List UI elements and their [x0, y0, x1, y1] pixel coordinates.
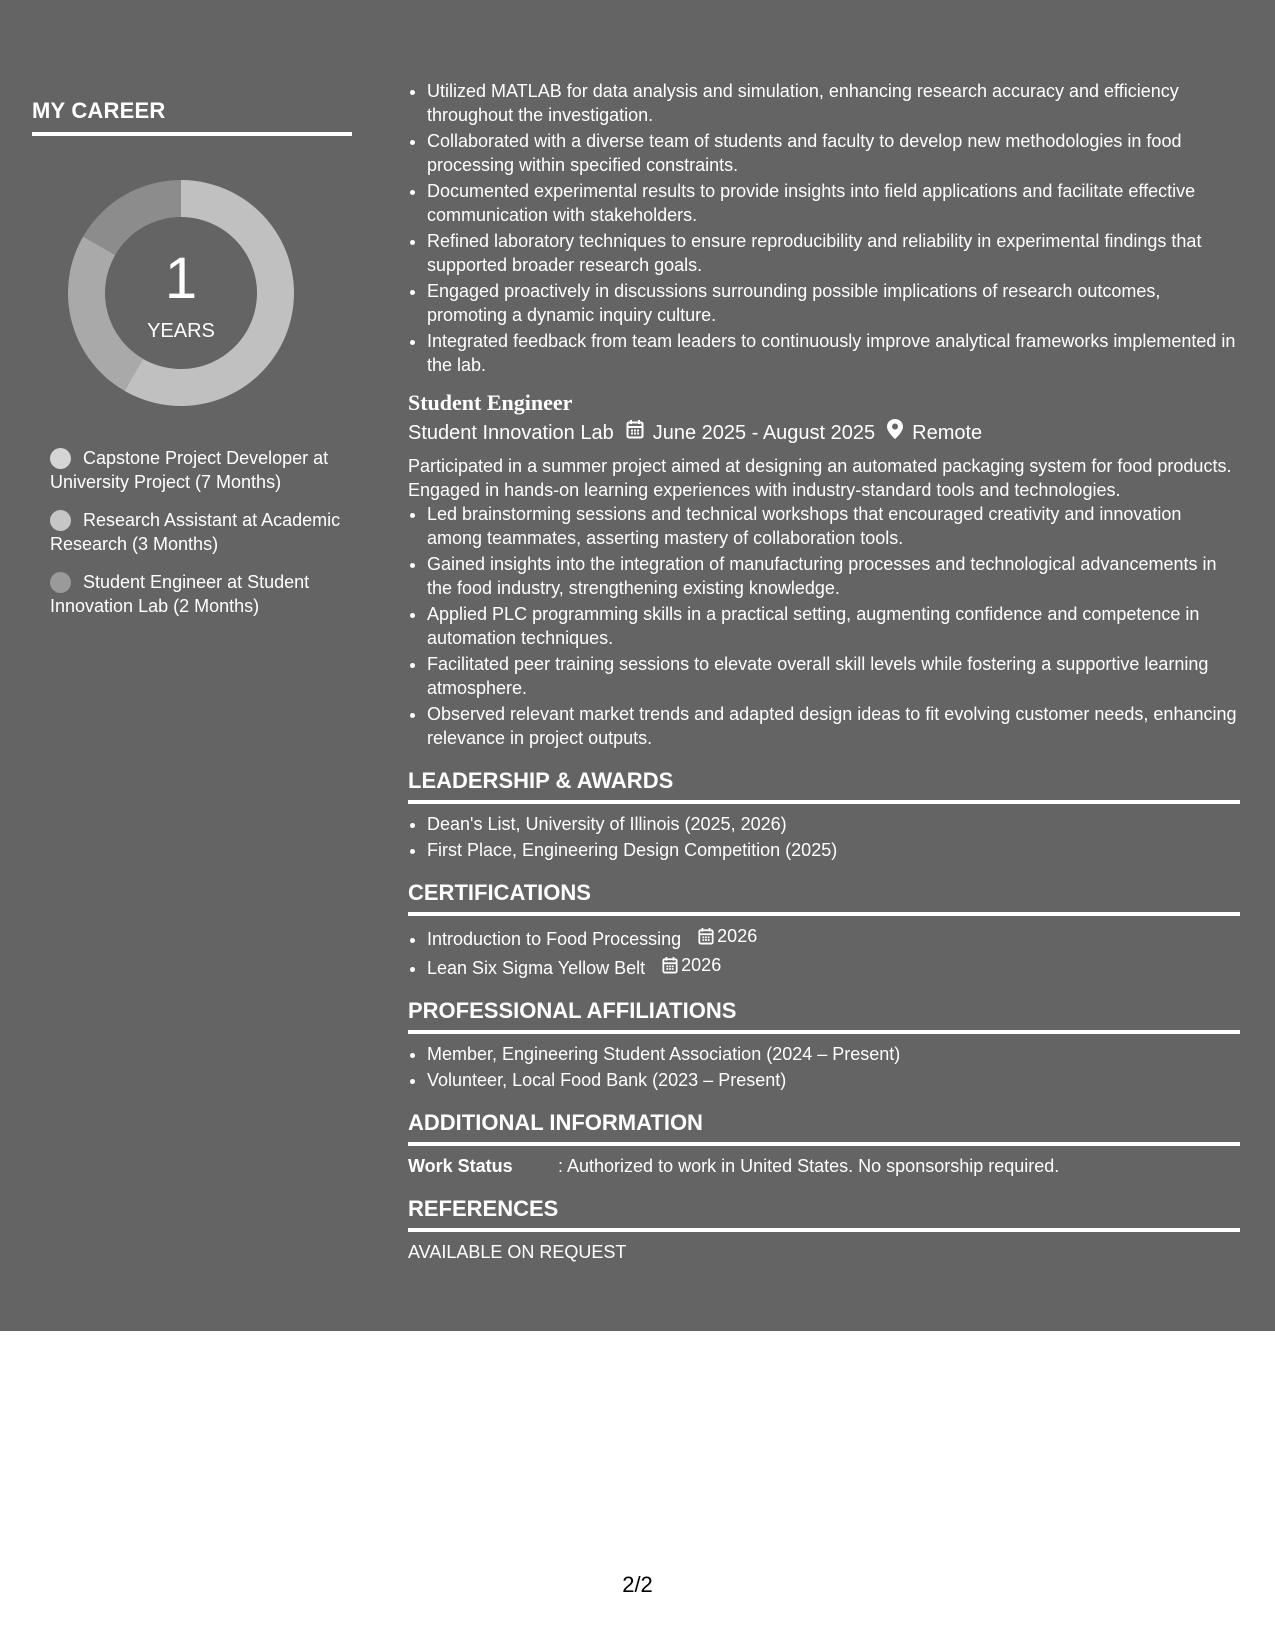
calendar-icon	[698, 927, 714, 945]
legend-label: Research Assistant at Academic Research (3 Months)	[50, 510, 341, 554]
career-legend	[32, 446, 352, 618]
calendar-icon	[626, 419, 644, 447]
cert-year: 2026	[698, 924, 757, 948]
list-item: • Observed relevant market trends and adapted design ideas to fit evolving customer needs, enhancing relevance in project outputs.	[427, 702, 1240, 750]
previous-job-bullets	[408, 79, 1240, 377]
donut-value: 1	[164, 246, 198, 311]
job-title: Student Engineer	[408, 390, 573, 415]
list-item: • Led brainstorming sessions and technical workshops that encouraged creativity and innovation among teammates, asserting mastery of collaboration tools.	[427, 502, 1240, 550]
job-dates: June 2025 - August 2025	[652, 422, 876, 444]
section-rule	[408, 912, 1240, 916]
legend-label: Student Engineer at Student Innovation Lab (2 Months)	[50, 572, 310, 616]
work-status-value: : Authorized to work in United States. No sponsorship required.	[558, 1156, 1060, 1176]
list-item: • Gained insights into the integration of manufacturing processes and technological advancements in the food industry, strengthening existing knowledge.	[427, 552, 1240, 600]
legend-dot	[50, 448, 71, 469]
list-item: • Facilitated peer training sessions to elevate overall skill levels while fostering a supportive learning atmosphere.	[427, 652, 1240, 700]
leadership-list	[408, 812, 1240, 862]
job-bullets	[408, 502, 1240, 750]
list-item: • Refined laboratory techniques to ensure reproducibility and reliability in experimental findings that supported broader research goals.	[427, 229, 1240, 277]
additional-info-heading: ADDITIONAL INFORMATION	[408, 1110, 703, 1135]
legend-dot	[50, 572, 71, 593]
list-item: • Engaged proactively in discussions surrounding possible implications of research outcomes, promoting a dynamic inquiry culture.	[427, 279, 1240, 327]
list-item: • Volunteer, Local Food Bank (2023 – Present)	[427, 1068, 1240, 1092]
section-rule	[408, 800, 1240, 804]
legend-item	[50, 446, 352, 494]
affiliations-heading: PROFESSIONAL AFFILIATIONS	[408, 998, 737, 1023]
section-rule	[408, 1228, 1240, 1232]
location-pin-icon	[887, 419, 903, 447]
work-status-label: Work Status	[408, 1156, 513, 1176]
list-item: • Collaborated with a diverse team of students and faculty to develop new methodologies in food processing within specified constraints.	[427, 129, 1240, 177]
right-column	[408, 79, 1240, 1264]
work-status-row	[408, 1154, 1240, 1178]
section-rule	[408, 1030, 1240, 1034]
legend-item	[50, 570, 352, 618]
list-item: • Member, Engineering Student Association (2024 – Present)	[427, 1042, 1240, 1066]
legend-dot	[50, 510, 71, 531]
list-item: • Integrated feedback from team leaders to continuously improve analytical frameworks implemented in the lab.	[427, 329, 1240, 377]
legend-label: Capstone Project Developer at University Project (7 Months)	[50, 448, 329, 492]
calendar-icon	[662, 956, 678, 974]
references-heading: REFERENCES	[408, 1196, 559, 1221]
certifications-list	[408, 924, 1240, 980]
list-item	[427, 953, 1240, 980]
left-column	[32, 98, 352, 632]
job-description: Participated in a summer project aimed at designing an automated packaging system for food products. Engaged in hands-on learning experiences with industry-standard tools and technologies.	[408, 456, 1232, 500]
legend-item	[50, 508, 352, 556]
page-number: 2/2	[622, 1572, 653, 1597]
cert-name: Lean Six Sigma Yellow Belt	[427, 958, 646, 978]
career-donut-chart	[66, 178, 296, 408]
donut-segment	[83, 180, 181, 255]
section-rule	[408, 1142, 1240, 1146]
list-item: • Dean's List, University of Illinois (2025, 2026)	[427, 812, 1240, 836]
list-item	[427, 924, 1240, 951]
job-meta	[408, 419, 1240, 447]
my-career-heading: MY CAREER	[32, 98, 166, 123]
leadership-heading: LEADERSHIP & AWARDS	[408, 768, 674, 793]
list-item: • Documented experimental results to provide insights into field applications and facilitate effective communication with stakeholders.	[427, 179, 1240, 227]
cert-year: 2026	[662, 953, 721, 977]
job-location: Remote	[912, 422, 983, 444]
cert-name: Introduction to Food Processing	[427, 929, 682, 949]
heading-rule	[32, 132, 352, 136]
donut-unit: YEARS	[147, 320, 215, 342]
list-item: • First Place, Engineering Design Competition (2025)	[427, 838, 1240, 862]
list-item: • Utilized MATLAB for data analysis and simulation, enhancing research accuracy and efficiency throughout the investigation.	[427, 79, 1240, 127]
affiliations-list	[408, 1042, 1240, 1092]
references-text: AVAILABLE ON REQUEST	[408, 1242, 627, 1262]
certifications-heading: CERTIFICATIONS	[408, 880, 591, 905]
job-company: Student Innovation Lab	[408, 422, 614, 444]
list-item: • Applied PLC programming skills in a practical setting, augmenting confidence and competence in automation techniques.	[427, 602, 1240, 650]
